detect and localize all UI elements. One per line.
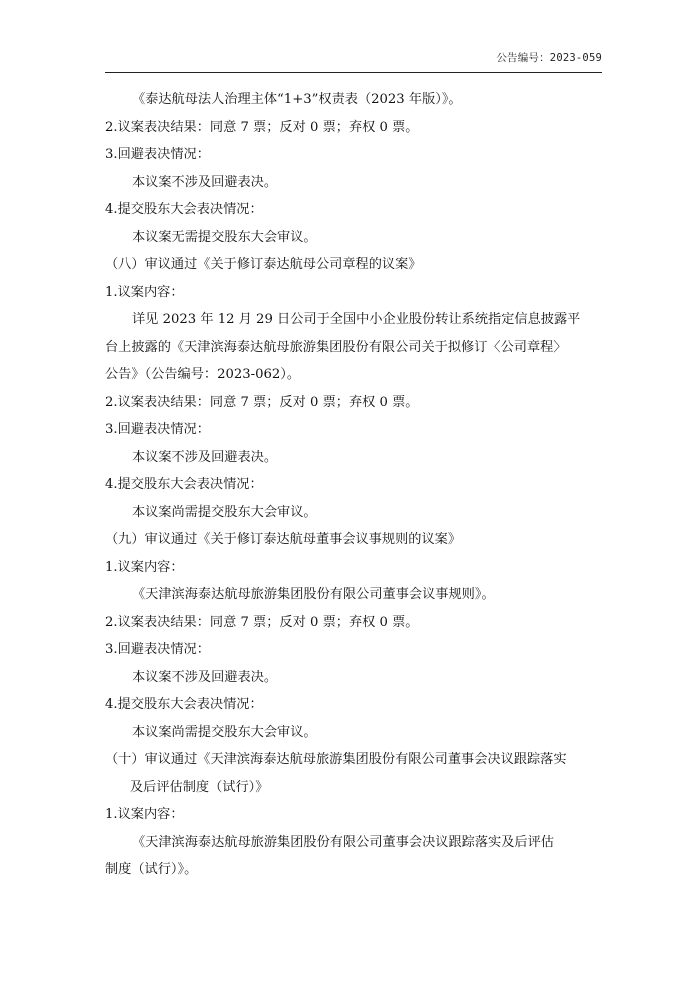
text-line: 本议案无需提交股东大会审议。 [132, 229, 317, 245]
text-line: 1.议案内容： [105, 284, 184, 300]
text-line: 3.回避表决情况： [105, 642, 210, 657]
text-line: 制度（试行）》。 [105, 862, 198, 877]
text-line: 4.提交股东大会表决情况： [105, 697, 263, 712]
text-line: 《天津滨海泰达航母旅游集团股份有限公司董事会决议跟踪落实及后评估 [132, 834, 554, 850]
text-line: 本议案尚需提交股东大会审议。 [132, 724, 317, 740]
text-line: 1.议案内容： [105, 807, 184, 822]
text-line: 4.提交股东大会表决情况： [105, 202, 263, 217]
text-line: 2.议案表决结果：同意 7 票；反对 0 票；弃权 0 票。 [105, 394, 419, 410]
document-body [105, 86, 605, 884]
section-heading: （九）审议通过《关于修订泰达航母董事会议事规则的议案》 [105, 532, 462, 547]
text-line: 详见 2023 年 12 月 29 日公司于全国中小企业股份转让系统指定信息披露平 [132, 312, 581, 327]
text-line: 3.回避表决情况： [105, 422, 210, 437]
text-line: 《天津滨海泰达航母旅游集团股份有限公司董事会议事规则》。 [132, 587, 495, 602]
text-line: 3.回避表决情况： [105, 147, 210, 162]
text-line: 1.议案内容： [105, 559, 184, 575]
page-header [105, 50, 602, 73]
text-line: 公告》（公告编号：2023-062）。 [105, 367, 301, 382]
announcement-number: 公告编号：2023-059 [496, 52, 602, 64]
section-heading: （八）审议通过《关于修订泰达航母公司章程的议案》 [105, 257, 422, 272]
text-line: 本议案不涉及回避表决。 [132, 669, 278, 685]
text-line: 本议案不涉及回避表决。 [132, 449, 278, 465]
text-line: 2.议案表决结果：同意 7 票；反对 0 票；弃权 0 票。 [105, 614, 419, 630]
text-line: 本议案尚需提交股东大会审议。 [132, 504, 317, 520]
section-heading: （十）审议通过《天津滨海泰达航母旅游集团股份有限公司董事会决议跟踪落实 [105, 752, 567, 767]
text-line: 本议案不涉及回避表决。 [132, 174, 278, 190]
text-line: 2.议案表决结果：同意 7 票；反对 0 票；弃权 0 票。 [105, 119, 419, 135]
text-line: 4.提交股东大会表决情况： [105, 477, 263, 492]
text-line: 台上披露的《天津滨海泰达航母旅游集团股份有限公司关于拟修订〈公司章程〉 [105, 339, 567, 355]
text-line: 及后评估制度（试行）》 [130, 779, 269, 795]
text-line: 《泰达航母法人治理主体“1+3”权责表（2023 年版）》。 [132, 92, 462, 107]
